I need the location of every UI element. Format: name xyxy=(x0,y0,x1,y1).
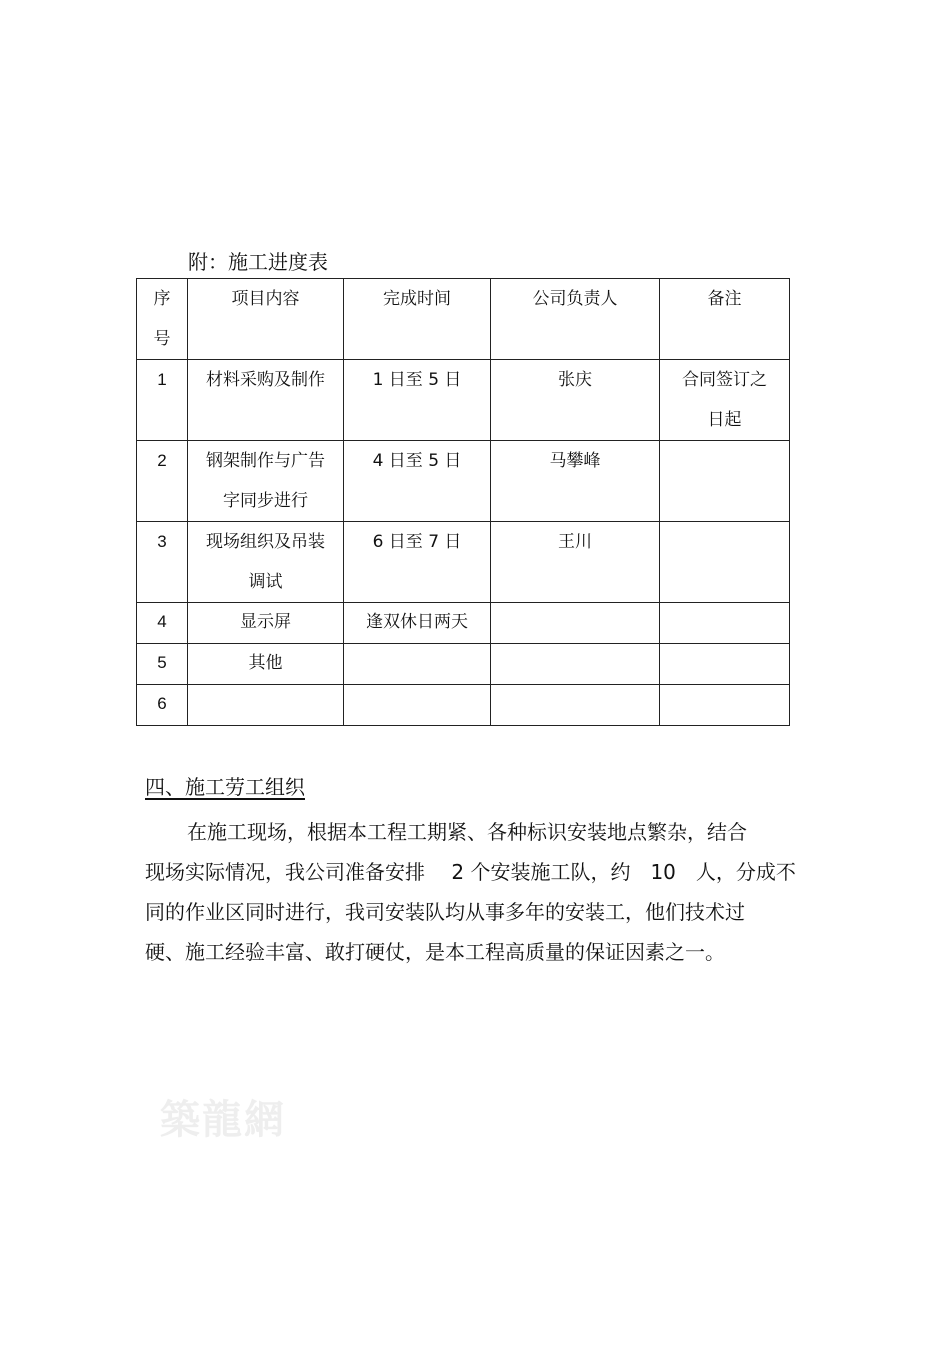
section-heading: 四、施工劳工组织 xyxy=(145,775,305,799)
header-time: 完成时间 xyxy=(344,279,491,360)
cell-time: 1 日至 5 日 xyxy=(344,360,491,441)
cell-remark xyxy=(660,522,790,603)
header-owner: 公司负责人 xyxy=(491,279,660,360)
cell-item: 钢架制作与广告字同步进行 xyxy=(188,441,344,522)
table-header-row xyxy=(137,279,790,360)
cell-time: 6 日至 7 日 xyxy=(344,522,491,603)
header-seq: 序号 xyxy=(137,279,188,360)
cell-seq: 3 xyxy=(137,522,188,603)
cell-remark xyxy=(660,441,790,522)
table-row xyxy=(137,360,790,441)
paragraph-line: 硬、施工经验丰富、敢打硬仗，是本工程高质量的保证因素之一。 xyxy=(145,940,725,964)
cell-seq: 1 xyxy=(137,360,188,441)
paragraph-line: 同的作业区同时进行，我司安装队均从事多年的安装工，他们技术过 xyxy=(145,900,745,924)
cell-seq: 5 xyxy=(137,644,188,685)
cell-seq: 6 xyxy=(137,685,188,726)
table-row xyxy=(137,441,790,522)
paragraph-line: 现场实际情况，我公司准备安排 2 个安装施工队，约 10 人，分成不 xyxy=(145,860,796,884)
cell-time: 4 日至 5 日 xyxy=(344,441,491,522)
header-remark: 备注 xyxy=(660,279,790,360)
cell-seq: 4 xyxy=(137,603,188,644)
header-item: 项目内容 xyxy=(188,279,344,360)
cell-owner: 王川 xyxy=(491,522,660,603)
cell-seq: 2 xyxy=(137,441,188,522)
table-row xyxy=(137,522,790,603)
cell-remark xyxy=(660,603,790,644)
cell-owner: 张庆 xyxy=(491,360,660,441)
table-row xyxy=(137,644,790,685)
paragraph-line: 在施工现场，根据本工程工期紧、各种标识安装地点繁杂，结合 xyxy=(187,820,747,844)
cell-owner xyxy=(491,644,660,685)
cell-owner xyxy=(491,603,660,644)
cell-time xyxy=(344,644,491,685)
cell-remark: 合同签订之日起 xyxy=(660,360,790,441)
cell-time xyxy=(344,685,491,726)
cell-item xyxy=(188,685,344,726)
cell-item: 现场组织及吊装调试 xyxy=(188,522,344,603)
cell-time: 逢双休日两天 xyxy=(344,603,491,644)
cell-owner xyxy=(491,685,660,726)
cell-owner: 马攀峰 xyxy=(491,441,660,522)
table-caption: 附：施工进度表 xyxy=(188,250,328,274)
cell-remark xyxy=(660,685,790,726)
section-paragraph xyxy=(145,812,815,972)
schedule-table xyxy=(136,278,790,726)
table-row xyxy=(137,603,790,644)
table-row xyxy=(137,685,790,726)
cell-item: 显示屏 xyxy=(188,603,344,644)
watermark-logo: 築龍網 xyxy=(160,1096,286,1143)
cell-remark xyxy=(660,644,790,685)
cell-item: 其他 xyxy=(188,644,344,685)
cell-item: 材料采购及制作 xyxy=(188,360,344,441)
